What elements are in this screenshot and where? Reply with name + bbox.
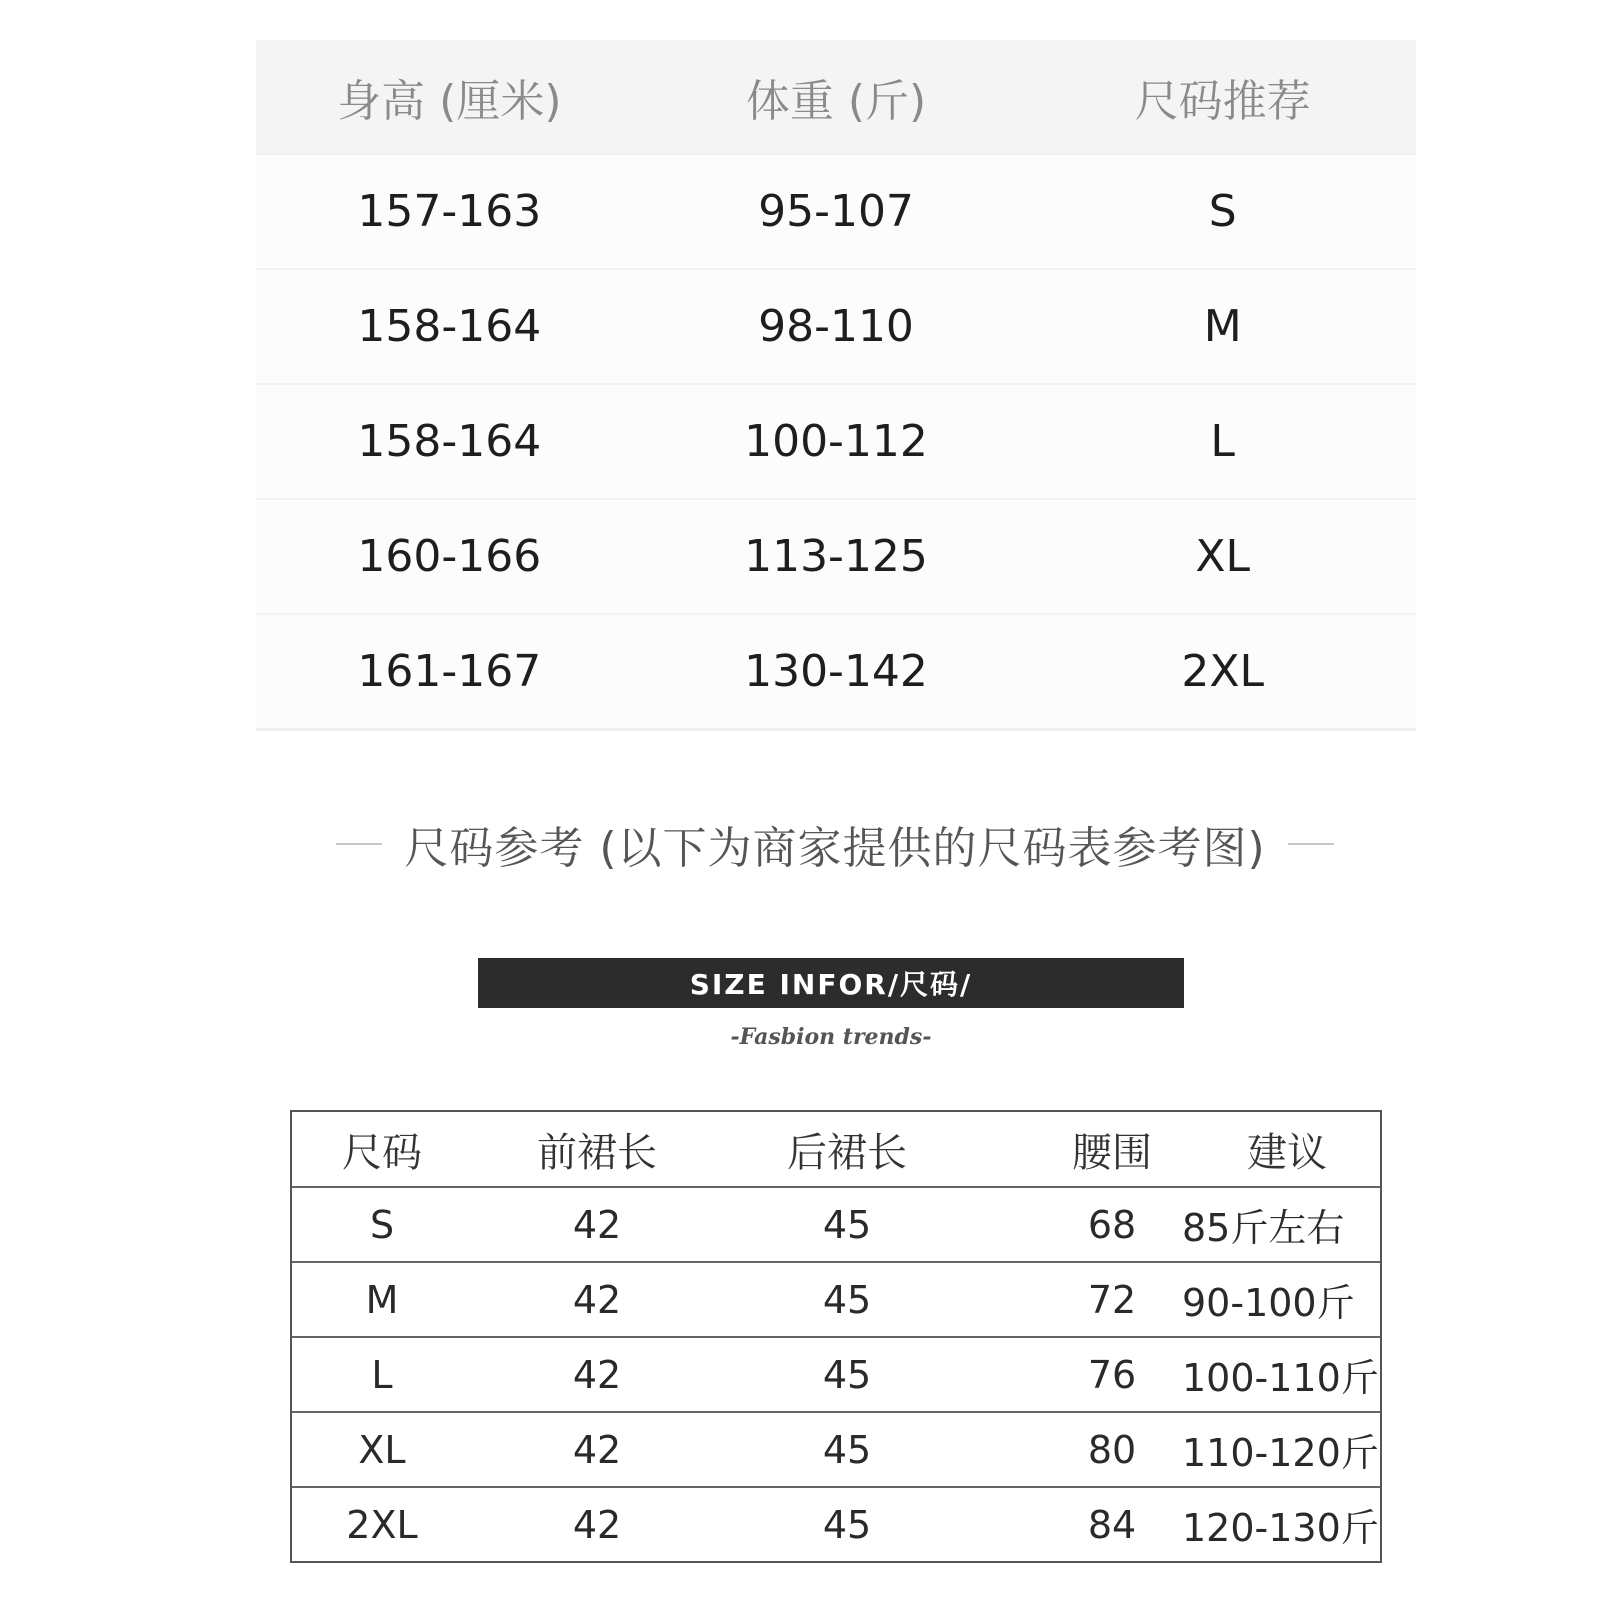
table-row (292, 1186, 1380, 1261)
front-length-cell: 42 (572, 1352, 622, 1397)
front-length-cell: 42 (572, 1427, 622, 1472)
weight-cell: 95-107 (758, 186, 914, 237)
table-row (292, 1261, 1380, 1336)
suggestion-cell: 120-130斤 (1182, 1506, 1379, 1550)
section-title-text: 尺码参考 (以下为商家提供的尺码表参考图) (404, 823, 1266, 874)
weight-cell: 130-142 (744, 646, 928, 697)
section-title (0, 812, 1600, 876)
suggestion-cell: 90-100斤 (1182, 1281, 1355, 1325)
weight-cell: 98-110 (758, 301, 914, 352)
table-row (256, 383, 1416, 498)
header-height: 身高 (厘米) (337, 75, 562, 127)
back-length-cell: 45 (822, 1352, 872, 1397)
header-size: 尺码 (342, 1129, 422, 1176)
size-recommendation-table (256, 40, 1416, 731)
front-length-cell: 42 (572, 1277, 622, 1322)
table-row (256, 153, 1416, 268)
front-length-cell: 42 (572, 1202, 622, 1247)
back-length-cell: 45 (822, 1277, 872, 1322)
table-row (292, 1336, 1380, 1411)
waist-cell: 84 (1087, 1502, 1137, 1547)
header-front-length: 前裙长 (537, 1129, 657, 1176)
waist-cell: 68 (1087, 1202, 1137, 1247)
size-cell: S (369, 1202, 395, 1247)
banner-tagline: -Fasbion trends- (730, 1024, 932, 1050)
size-cell: S (1208, 186, 1237, 237)
height-cell: 161-167 (357, 646, 542, 697)
suggestion-cell: 85斤左右 (1182, 1206, 1345, 1250)
size-cell: M (1203, 301, 1242, 352)
suggestion-cell: 100-110斤 (1182, 1356, 1379, 1400)
height-cell: 158-164 (357, 416, 542, 467)
size-table-header (292, 1112, 1380, 1186)
waist-cell: 76 (1087, 1352, 1137, 1397)
title-left-dash (336, 843, 382, 845)
header-back-length: 后裙长 (787, 1129, 907, 1176)
header-waist: 腰围 (1072, 1129, 1152, 1176)
table-row (292, 1486, 1380, 1561)
size-measurement-table (290, 1110, 1382, 1563)
height-cell: 160-166 (357, 531, 542, 582)
size-cell: XL (358, 1427, 406, 1472)
size-cell: 2XL (346, 1502, 418, 1547)
size-cell: 2XL (1181, 646, 1264, 697)
header-size-recommendation: 尺码推荐 (1134, 75, 1311, 127)
header-weight: 体重 (斤) (745, 75, 927, 127)
waist-cell: 72 (1087, 1277, 1137, 1322)
header-suggestion: 建议 (1247, 1129, 1327, 1176)
back-length-cell: 45 (822, 1502, 872, 1547)
banner-title: SIZE INFOR/尺码/ (689, 968, 973, 1001)
weight-cell: 113-125 (744, 531, 928, 582)
waist-cell: 80 (1087, 1427, 1137, 1472)
title-right-dash (1288, 843, 1334, 845)
size-cell: XL (1195, 531, 1250, 582)
back-length-cell: 45 (822, 1427, 872, 1472)
size-cell: L (371, 1352, 393, 1397)
table-row (256, 268, 1416, 383)
size-cell: M (365, 1277, 399, 1322)
height-cell: 157-163 (357, 186, 542, 237)
table-bottom-divider (256, 728, 1416, 731)
table-row (292, 1411, 1380, 1486)
size-info-banner (478, 958, 1184, 1008)
table-row (256, 498, 1416, 613)
size-cell: L (1210, 416, 1235, 467)
front-length-cell: 42 (572, 1502, 622, 1547)
rec-table-header (256, 40, 1416, 153)
height-cell: 158-164 (357, 301, 542, 352)
weight-cell: 100-112 (744, 416, 928, 467)
back-length-cell: 45 (822, 1202, 872, 1247)
suggestion-cell: 110-120斤 (1182, 1431, 1379, 1475)
table-row (256, 613, 1416, 728)
